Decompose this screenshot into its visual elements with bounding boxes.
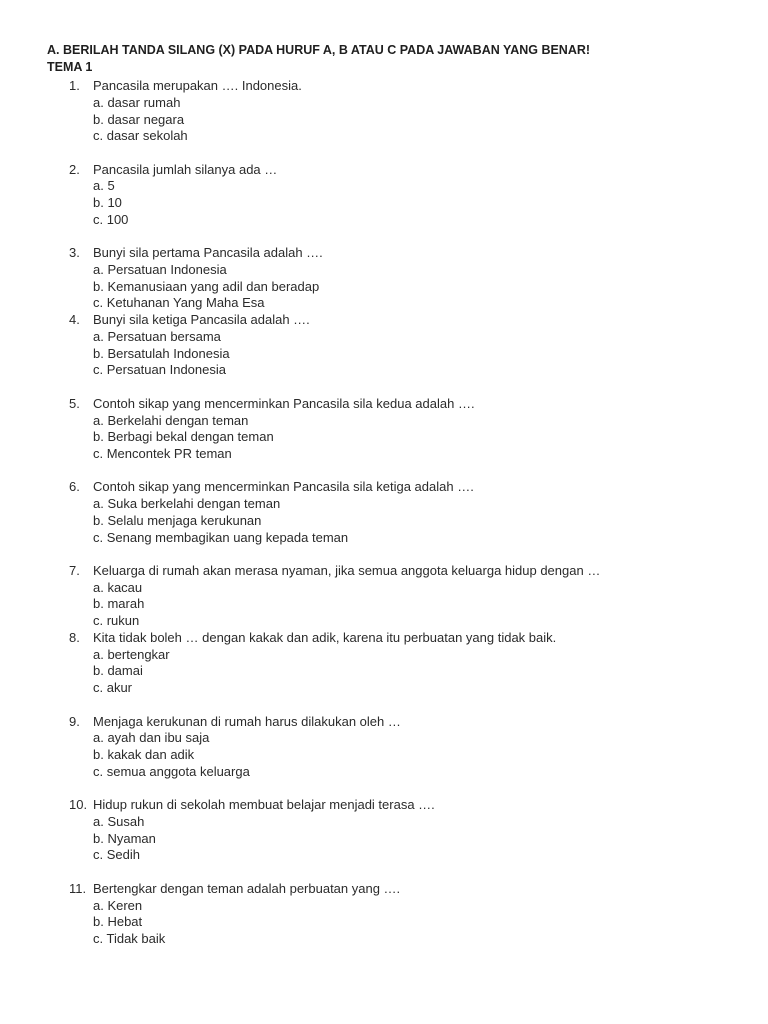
question-text: Bertengkar dengan teman adalah perbuatan yang …. bbox=[93, 880, 401, 896]
question-text: Hidup rukun di sekolah membuat belajar menjadi terasa …. bbox=[93, 797, 435, 813]
answer-option: a. Persatuan bersama bbox=[93, 328, 221, 344]
answer-option: c. Senang membagikan uang kepada teman bbox=[93, 529, 349, 545]
answer-option: a. dasar rumah bbox=[93, 94, 181, 110]
question-line bbox=[0, 396, 768, 413]
answer-option: b. marah bbox=[93, 596, 145, 612]
question-item bbox=[0, 162, 768, 229]
question-line bbox=[0, 881, 768, 898]
question-item bbox=[0, 563, 768, 630]
answer-option: b. kakak dan adik bbox=[93, 747, 195, 763]
question-number: 9. bbox=[69, 713, 80, 729]
answer-option: a. Persatuan Indonesia bbox=[93, 261, 227, 277]
question-number: 11. bbox=[69, 880, 87, 896]
answer-option: c. dasar sekolah bbox=[93, 128, 188, 144]
answer-option: c. Sedih bbox=[93, 847, 140, 863]
question-text: Kita tidak boleh … dengan kakak dan adik, karena itu perbuatan yang tidak baik. bbox=[93, 629, 557, 645]
answer-option: b. 10 bbox=[93, 195, 122, 211]
question-text: Menjaga kerukunan di rumah harus dilakukan oleh … bbox=[93, 713, 401, 729]
question-line bbox=[0, 797, 768, 814]
question-line bbox=[0, 162, 768, 179]
question-text: Bunyi sila pertama Pancasila adalah …. bbox=[93, 245, 323, 261]
answer-option: a. kacau bbox=[93, 579, 143, 595]
answer-option: b. Berbagi bekal dengan teman bbox=[93, 429, 274, 445]
answer-option: b. Selalu menjaga kerukunan bbox=[93, 512, 262, 528]
question-number: 2. bbox=[69, 161, 80, 177]
answer-option: c. Ketuhanan Yang Maha Esa bbox=[93, 295, 265, 311]
answer-option: b. Bersatulah Indonesia bbox=[93, 345, 230, 361]
question-line bbox=[0, 563, 768, 580]
question-number: 8. bbox=[69, 629, 80, 645]
question-item bbox=[0, 630, 768, 697]
question-text: Bunyi sila ketiga Pancasila adalah …. bbox=[93, 312, 310, 328]
answer-option: b. dasar negara bbox=[93, 111, 185, 127]
question-item bbox=[0, 479, 768, 546]
question-number: 10. bbox=[69, 797, 88, 813]
question-number: 1. bbox=[69, 78, 80, 93]
question-line bbox=[0, 78, 768, 95]
question-line bbox=[0, 714, 768, 731]
question-line bbox=[0, 245, 768, 262]
answer-option: c. Tidak baik bbox=[93, 931, 166, 946]
question-item bbox=[0, 78, 768, 145]
question-item bbox=[0, 396, 768, 463]
answer-option: c. 100 bbox=[93, 211, 129, 227]
question-line bbox=[0, 312, 768, 329]
answer-option: a. Berkelahi dengan teman bbox=[93, 412, 249, 428]
question-item bbox=[0, 714, 768, 781]
answer-option: c. akur bbox=[93, 680, 133, 696]
answer-option: a. 5 bbox=[93, 178, 115, 194]
question-line bbox=[0, 630, 768, 647]
question-number: 4. bbox=[69, 312, 80, 328]
question-number: 7. bbox=[69, 562, 80, 578]
question-item bbox=[0, 312, 768, 379]
question-line bbox=[0, 479, 768, 496]
theme-heading: TEMA 1 bbox=[47, 60, 93, 74]
answer-option: a. bertengkar bbox=[93, 646, 170, 662]
question-item bbox=[0, 245, 768, 312]
question-number: 3. bbox=[69, 245, 80, 261]
answer-option: c. Persatuan Indonesia bbox=[93, 362, 226, 378]
question-text: Pancasila merupakan …. Indonesia. bbox=[93, 78, 302, 93]
answer-option: c. rukun bbox=[93, 613, 140, 629]
instruction-heading: A. BERILAH TANDA SILANG (X) PADA HURUF A, B ATAU C PADA JAWABAN YANG BENAR! bbox=[47, 43, 591, 57]
question-item bbox=[0, 881, 768, 948]
question-number: 6. bbox=[69, 479, 80, 495]
question-text: Contoh sikap yang mencerminkan Pancasila sila ketiga adalah …. bbox=[93, 479, 474, 495]
answer-option: b. Kemanusiaan yang adil dan beradap bbox=[93, 278, 320, 294]
question-text: Keluarga di rumah akan merasa nyaman, jika semua anggota keluarga hidup dengan … bbox=[93, 562, 601, 578]
answer-option: c. Mencontek PR teman bbox=[93, 446, 232, 462]
answer-option: a. Keren bbox=[93, 897, 143, 913]
question-list bbox=[0, 78, 768, 964]
question-text: Pancasila jumlah silanya ada … bbox=[93, 161, 278, 177]
answer-option: b. damai bbox=[93, 663, 143, 679]
question-item bbox=[0, 797, 768, 864]
answer-option: b. Hebat bbox=[93, 914, 143, 930]
question-number: 5. bbox=[69, 395, 80, 411]
answer-option: a. Suka berkelahi dengan teman bbox=[93, 496, 281, 512]
answer-option: a. ayah dan ibu saja bbox=[93, 730, 210, 746]
answer-option: c. semua anggota keluarga bbox=[93, 763, 250, 779]
question-text: Contoh sikap yang mencerminkan Pancasila sila kedua adalah …. bbox=[93, 395, 475, 411]
answer-option: b. Nyaman bbox=[93, 830, 156, 846]
answer-option: a. Susah bbox=[93, 813, 145, 829]
